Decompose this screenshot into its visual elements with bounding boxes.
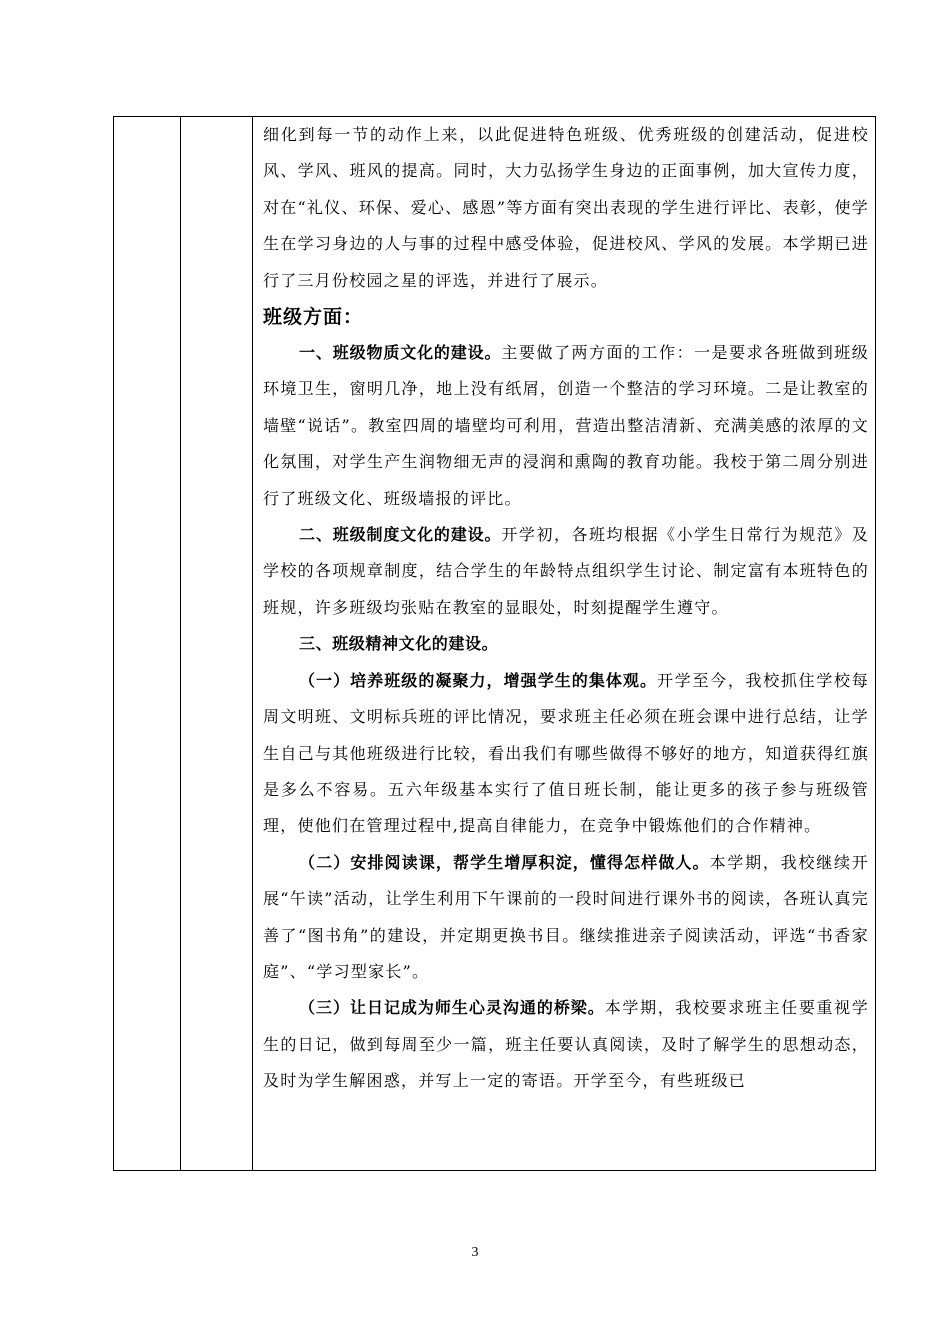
paragraph-system-culture <box>263 517 869 626</box>
paragraph-title: 一、班级物质文化的建设。 <box>299 343 502 363</box>
table-row <box>114 117 876 1171</box>
paragraph-reading <box>263 845 869 991</box>
paragraph-body: 开学初，各班均根据《小学生日常行为规范》及学校的各项规章制度，结合学生的年龄特点组织学生讨论、制定富有本班特色的班规，许多班级均张贴在教室的显眼处，时刻提醒学生遵守。 <box>263 525 869 617</box>
paragraph-diary <box>263 990 869 1099</box>
paragraph-title: （一）培养班级的凝聚力，增强学生的集体观。 <box>299 670 658 690</box>
paragraph-body: 主要做了两方面的工作：一是要求各班做到班级环境卫生，窗明几净，地上没有纸屑，创造一个整洁的学习环境。二是让教室的墙壁“说话”。教室四周的墙壁均可利用，营造出整洁清新、充满美感的浓厚的文化氛围，对学生产生润物细无声的浸润和熏陶的教育功能。我校于第二周分别进行了班级文化、班级墙报的评比。 <box>263 343 869 508</box>
empty-column-cell-1 <box>114 117 181 1171</box>
content-body <box>253 117 875 1100</box>
document-table <box>113 116 876 1171</box>
page-number: 3 <box>471 1245 479 1260</box>
intro-paragraph: 细化到每一节的动作上来，以此促进特色班级、优秀班级的创建活动，促进校风、学风、班风的提高。同时，大力弘扬学生身边的正面事例，加大宣传力度，对在“礼仪、环保、爱心、感恩”等方面有突出表现的学生进行评比、表彰，使学生在学习身边的人与事的过程中感受体验，促进校风、学风的发展。本学期已进行了三月份校园之星的评选，并进行了展示。 <box>263 125 869 290</box>
paragraph-material-culture <box>263 335 869 517</box>
paragraph-cohesion <box>263 663 869 845</box>
content-cell <box>253 117 876 1171</box>
paragraph-title: 二、班级制度文化的建设。 <box>299 525 502 545</box>
paragraph-body: 本学期，我校要求班主任要重视学生的日记，做到每周至少一篇，班主任要认真阅读，及时了解学生的思想动态，及时为学生解困惑，并写上一定的寄语。开学至今，有些班级已 <box>263 998 869 1091</box>
paragraph-title: （二）安排阅读课，帮学生增厚积淀，懂得怎样做人。 <box>299 852 710 872</box>
paragraph-title: 三、班级精神文化的建设。 <box>299 634 499 654</box>
paragraph-body: 开学至今，我校抓住学校每周文明班、文明标兵班的评比情况，要求班主任必须在班会课中进行总结，让学生自己与其他班级进行比较，看出我们有哪些做得不够好的地方，知道获得红旗是多么不容易。五六年级基本实行了值日班长制，能让更多的孩子参与班级管理，使他们在管理过程中,提高自律能力，在竞争中锻炼他们的合作精神。 <box>263 670 869 836</box>
empty-column-cell-2 <box>181 117 253 1171</box>
paragraph-title: （三）让日记成为师生心灵沟通的桥梁。 <box>299 998 605 1018</box>
paragraph-spirit-culture <box>263 626 869 662</box>
section-heading: 班级方面： <box>263 306 364 329</box>
paragraph-body: 本学期，我校继续开展“午读”活动，让学生利用下午课前的一段时间进行课外书的阅读，各班认真完善了“图书角”的建设，并定期更换书目。继续推进亲子阅读活动，评选“书香家庭”、“学习型家长”。 <box>263 852 869 981</box>
